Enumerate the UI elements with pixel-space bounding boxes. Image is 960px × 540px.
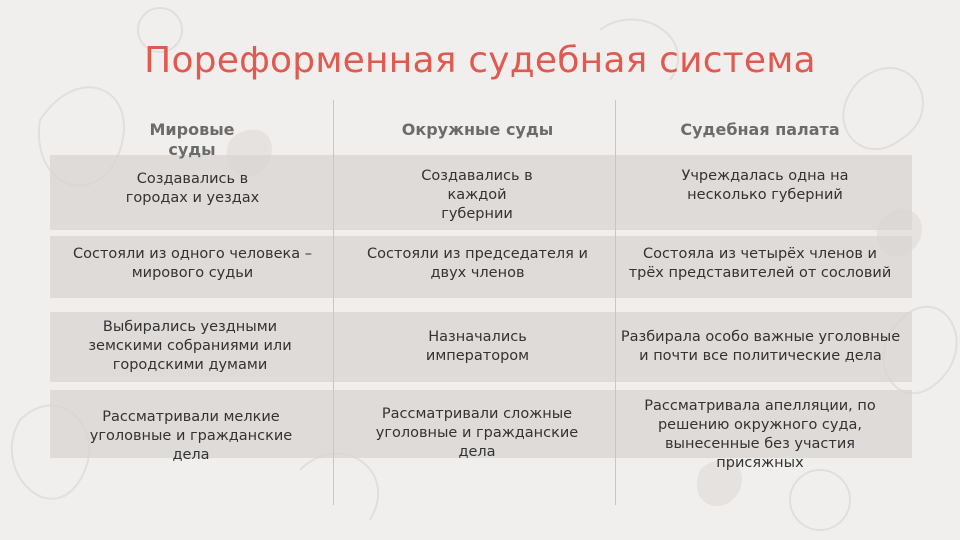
cell-okruzhnye-composition: Состояли из председателя и двух членов — [367, 246, 588, 281]
cell-mirovye-composition: Состояли из одного человека – мирового судьи — [73, 246, 312, 281]
cell-mirovye-creation: Создавались в городах и уездах — [125, 171, 260, 206]
cell-mirovye-appointment: Выбирались уездными земскими собраниями или городскими думами — [88, 319, 292, 373]
cell-okruzhnye-appointment: Назначались императором — [425, 329, 530, 364]
column-header-mirovye: Мировые суды — [149, 120, 235, 159]
column-divider-2 — [615, 100, 616, 505]
cell-palata-cases: Рассматривала апелляции, по решению окружного суда, вынесенные без участия присяжных — [644, 398, 876, 471]
cell-palata-composition: Состояла из четырёх членов и трёх представителей от сословий — [628, 246, 892, 281]
cell-mirovye-cases: Рассматривали мелкие уголовные и гражданские дела — [89, 409, 293, 463]
cell-okruzhnye-cases: Рассматривали сложные уголовные и гражданские дела — [375, 406, 579, 460]
page-title: Пореформенная судебная система — [144, 40, 816, 81]
column-header-okruzhnye: Окружные суды — [401, 120, 554, 139]
cell-okruzhnye-creation: Создавались в каждой губернии — [421, 168, 533, 222]
cell-palata-creation: Учреждалась одна на несколько губерний — [681, 168, 849, 203]
cell-palata-appointment: Разбирала особо важные уголовные и почти все политические дела — [620, 329, 901, 364]
column-header-palata: Судебная палата — [680, 120, 840, 139]
column-divider-1 — [333, 100, 334, 505]
